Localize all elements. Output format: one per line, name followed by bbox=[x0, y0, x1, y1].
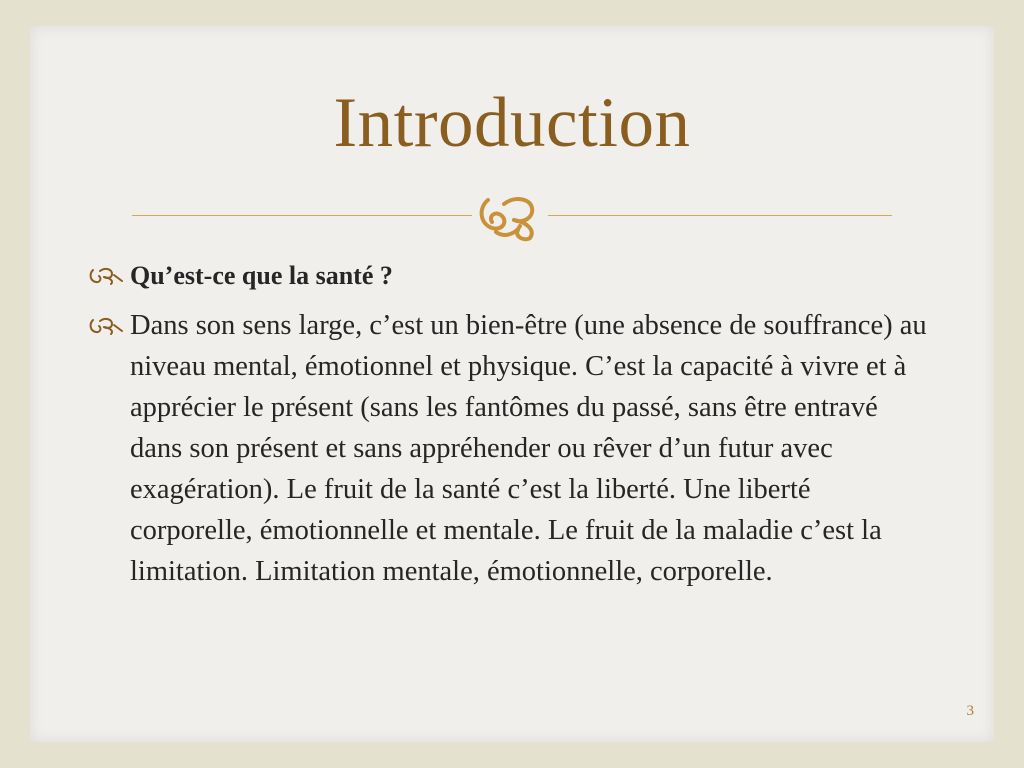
slide-title: Introduction bbox=[333, 84, 691, 162]
page-number: 3 bbox=[966, 703, 974, 719]
bullet-text: Qu’est-ce que la santé ? bbox=[130, 261, 393, 290]
bullet-list bbox=[88, 255, 928, 592]
flourish-bullet-icon bbox=[88, 316, 124, 336]
bullet-item bbox=[88, 255, 928, 296]
bullet-item bbox=[88, 305, 928, 592]
title-divider bbox=[132, 186, 892, 246]
divider-line-left bbox=[132, 215, 472, 216]
divider-line-right bbox=[548, 215, 892, 216]
bullet-text: Dans son sens large, c’est un bien-être (une absence de souffrance) au niveau mental, émotionnel et physique. C’est la capacité à vivre et à apprécier le présent (sans les fantômes du passé, sans être entravé dans son présent et sans appréhender ou rêver d’un futur avec exagération). Le fruit de la santé c’est la liberté. Une liberté corporelle, émotionnelle et mentale. Le fruit de la maladie c’est la limitation. Limitation mentale, émotionnelle, corporelle. bbox=[130, 310, 927, 587]
gold-flourish-icon bbox=[474, 190, 546, 242]
flourish-bullet-icon bbox=[88, 266, 124, 286]
